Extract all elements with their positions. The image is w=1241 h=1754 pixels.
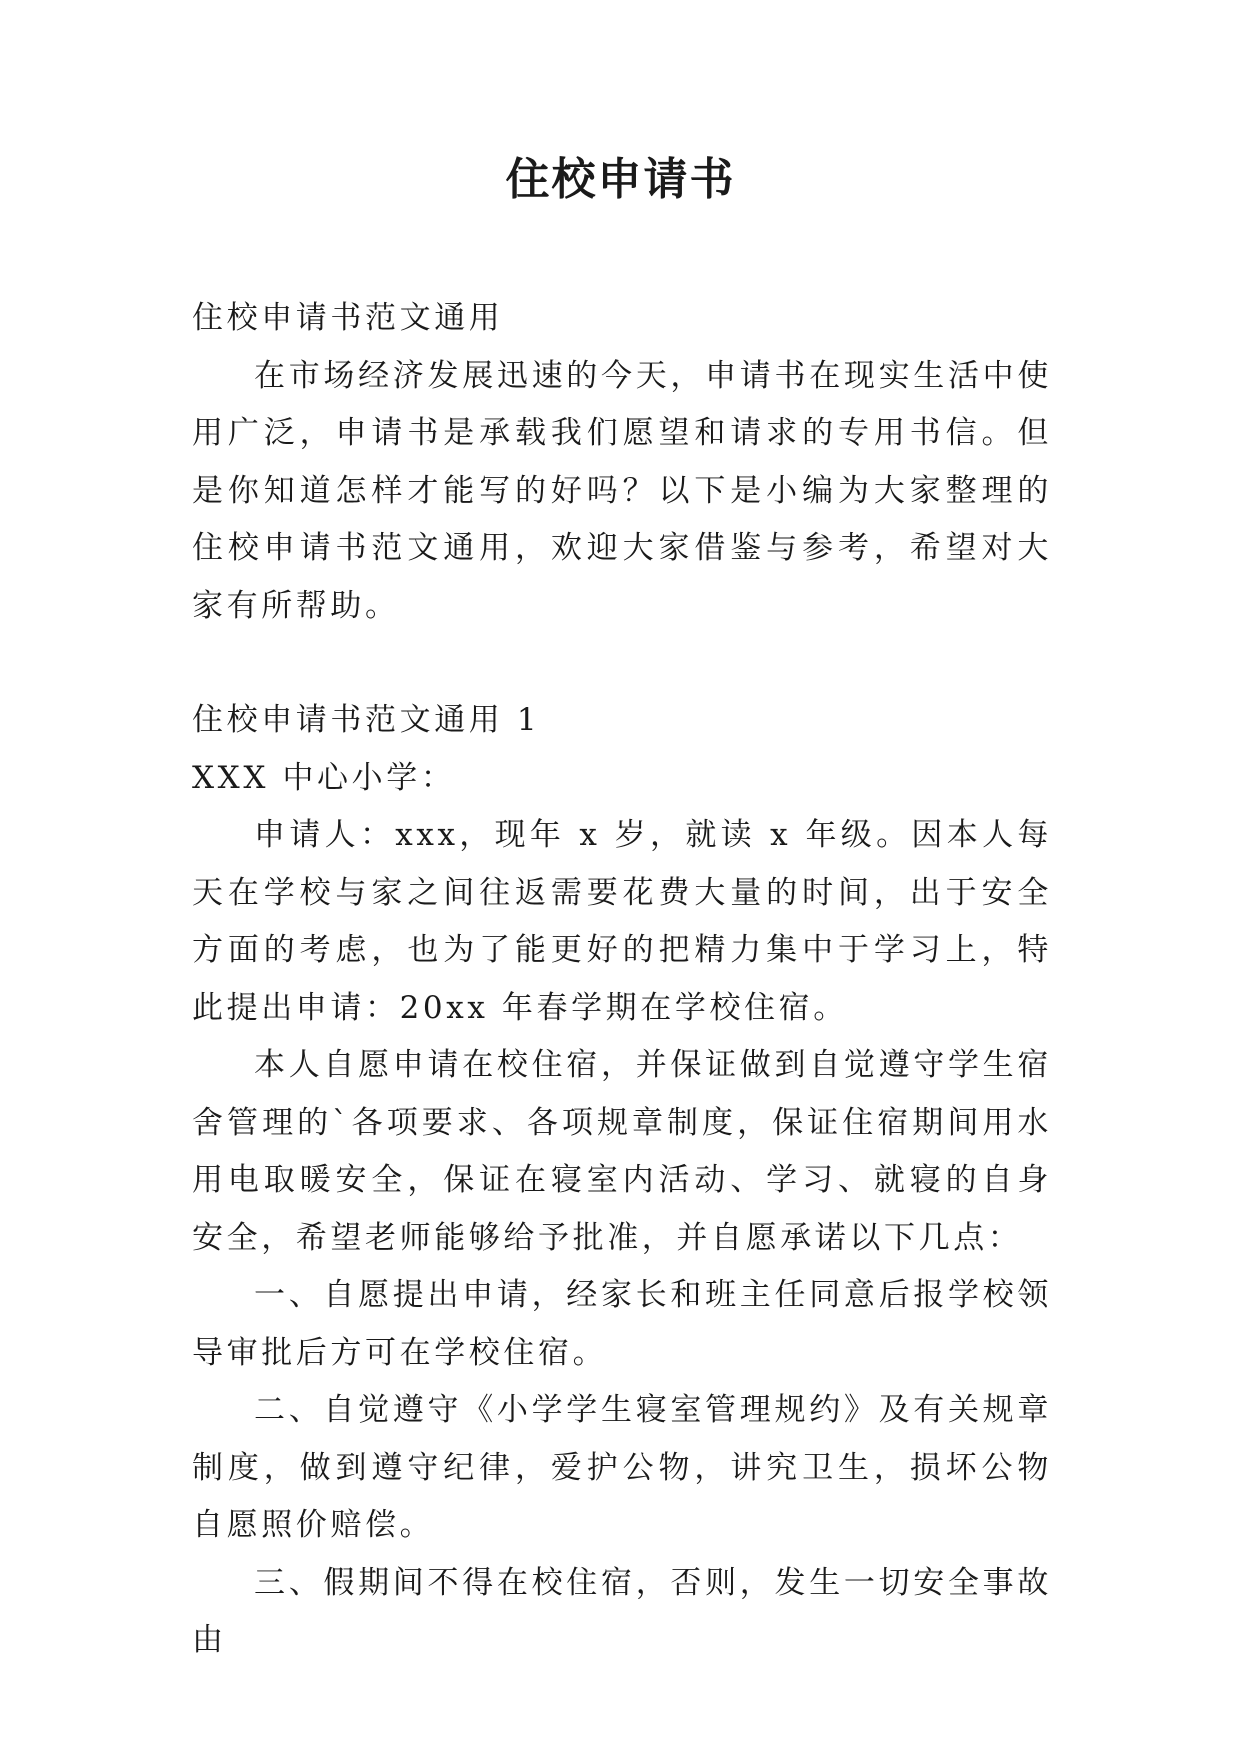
document-title: 住校申请书 [505,154,736,205]
section-heading: 住校申请书范文通用 1 [192,702,541,738]
salutation: XXX 中心小学： [192,759,456,796]
body-paragraph-3: 一、自愿提出申请，经家长和班主任同意后报学校领导审批后方可在学校住宿。 [192,1277,1052,1371]
intro-paragraph: 在市场经济发展迅速的今天，申请书在现实生活中使用广泛，申请书是承载我们愿望和请求的专用书信。但是你知道怎样才能写的好吗？以下是小编为大家整理的住校申请书范文通用，欢迎大家借鉴与参考，希望对大家有所帮助。 [192,357,1052,624]
document-body [192,290,1052,1670]
paragraph-gap [192,635,1052,692]
body-paragraph-1: 申请人：xxx，现年 x 岁，就读 x 年级。因本人每天在学校与家之间往返需要花费大量的时间，出于安全方面的考虑，也为了能更好的把精力集中于学习上，特此提出申请：20xx 年春学期在学校住宿。 [192,817,1052,1026]
body-paragraph-2: 本人自愿申请在校住宿，并保证做到自觉遵守学生宿舍管理的`各项要求、各项规章制度，保证住宿期间用水用电取暖安全，保证在寝室内活动、学习、就寝的自身安全，希望老师能够给予批准，并自愿承诺以下几点： [192,1047,1052,1256]
body-paragraph-5: 三、假期间不得在校住宿，否则，发生一切安全事故由 [192,1564,1052,1658]
body-paragraph-4: 二、自觉遵守《小学学生寝室管理规约》及有关规章制度，做到遵守纪律，爱护公物，讲究卫生，损坏公物自愿照价赔偿。 [192,1392,1052,1543]
subtitle: 住校申请书范文通用 [192,300,504,336]
